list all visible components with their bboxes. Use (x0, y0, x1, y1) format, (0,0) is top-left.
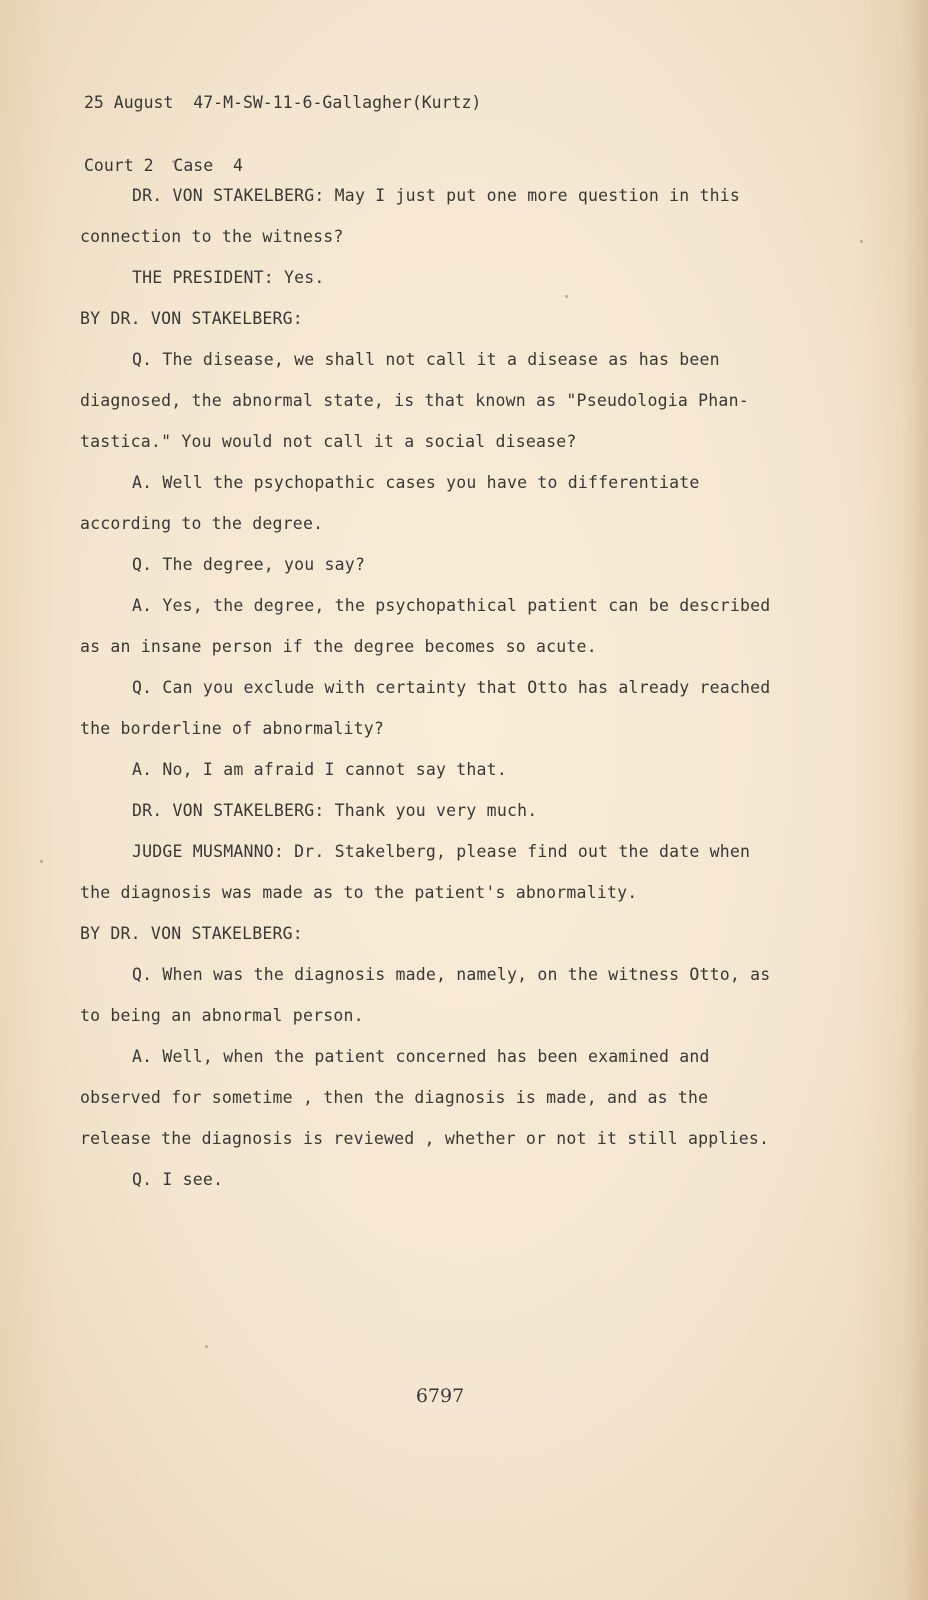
transcript-line: THE PRESIDENT: Yes. (132, 268, 325, 287)
transcript-line: as an insane person if the degree becomes so acute. (80, 637, 597, 656)
page-number: 6797 (415, 1385, 465, 1407)
transcript-line: A. Well, when the patient concerned has been examined and (132, 1047, 710, 1066)
transcript-line: Q. The degree, you say? (132, 555, 366, 574)
transcript-line: JUDGE MUSMANNO: Dr. Stakelberg, please find out the date when (132, 842, 751, 861)
transcript-line: connection to the witness? (80, 227, 344, 246)
transcript-line: the diagnosis was made as to the patient's abnormality. (80, 883, 638, 902)
transcript-line: tastica." You would not call it a social disease? (80, 432, 577, 451)
paper-speck (565, 295, 568, 298)
transcript-line: Q. When was the diagnosis made, namely, on the witness Otto, as (132, 965, 771, 984)
transcript-line: BY DR. VON STAKELBERG: (80, 924, 303, 943)
paper-speck (205, 1345, 208, 1348)
header-court-case: Court 2 Case 4 (84, 156, 243, 175)
transcript-line: DR. VON STAKELBERG: Thank you very much. (132, 801, 538, 820)
transcript-line: A. No, I am afraid I cannot say that. (132, 760, 507, 779)
transcript-line: release the diagnosis is reviewed , whether or not it still applies. (80, 1129, 770, 1148)
transcript-line: to being an abnormal person. (80, 1006, 364, 1025)
transcript-line: BY DR. VON STAKELBERG: (80, 309, 303, 328)
transcript-line: observed for sometime , then the diagnosis is made, and as the (80, 1088, 709, 1107)
paper-speck (860, 240, 863, 243)
transcript-body (80, 175, 880, 1200)
transcript-line: diagnosed, the abnormal state, is that known as "Pseudologia Phan- (80, 391, 749, 410)
transcript-line: Q. Can you exclude with certainty that Otto has already reached (132, 678, 771, 697)
paper-speck (40, 860, 43, 863)
transcript-line: the borderline of abnormality? (80, 719, 385, 738)
transcript-line: according to the degree. (80, 514, 324, 533)
transcript-line: Q. The disease, we shall not call it a disease as has been (132, 350, 720, 369)
transcript-line: A. Yes, the degree, the psychopathical patient can be described (132, 596, 771, 615)
transcript-line: Q. I see. (132, 1170, 224, 1189)
transcript-line: A. Well the psychopathic cases you have to differentiate (132, 473, 700, 492)
paper-speck (172, 160, 175, 163)
transcript-line: DR. VON STAKELBERG: May I just put one more question in this (132, 186, 741, 205)
header-date-reference: 25 August 47-M-SW-11-6-Gallagher(Kurtz) (84, 93, 482, 112)
